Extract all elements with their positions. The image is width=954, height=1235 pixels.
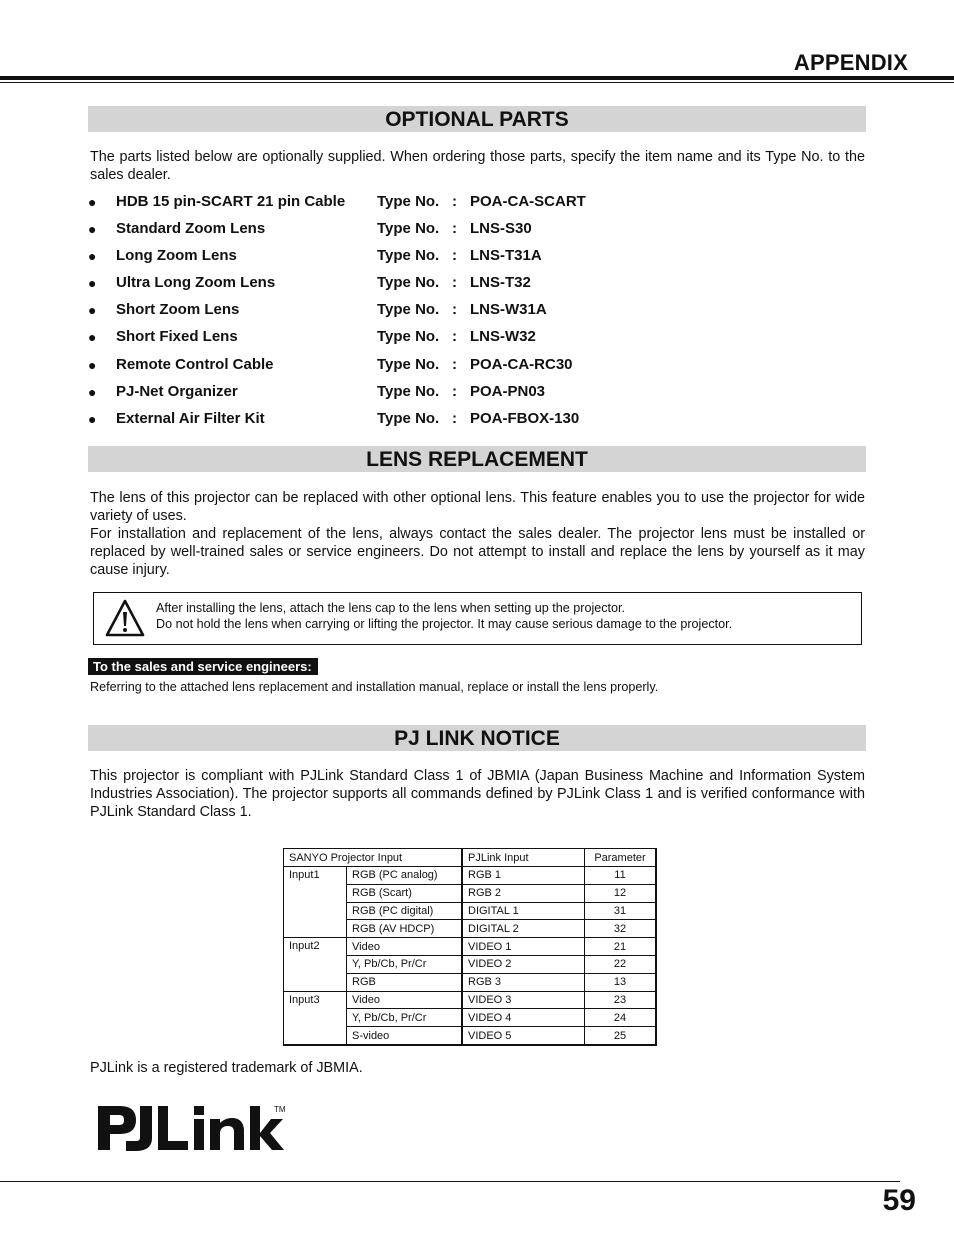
parameter-cell: 31 — [585, 902, 657, 920]
pjlink-input-cell: DIGITAL 2 — [462, 920, 585, 938]
parameter-cell: 24 — [585, 1009, 657, 1027]
lens-replacement-para1: The lens of this projector can be replaced with other optional lens. This feature enables you to use the projector for wide variety of uses. — [90, 490, 865, 524]
type-colon: : — [452, 247, 457, 265]
type-label: Type No. — [377, 193, 440, 210]
pj-link-title: PJ LINK NOTICE — [88, 725, 866, 751]
trademark-note: PJLink is a registered trademark of JBMIA. — [90, 1060, 363, 1076]
signal-cell: S-video — [347, 1027, 463, 1045]
type-label: Type No. — [377, 274, 440, 292]
bottom-divider — [0, 1181, 900, 1182]
part-type-code: LNS-W31A — [470, 301, 547, 319]
signal-cell: RGB (PC digital) — [347, 902, 463, 920]
type-label: Type No. — [377, 328, 440, 346]
parameter-cell: 22 — [585, 955, 657, 973]
pjlink-input-cell: VIDEO 2 — [462, 955, 585, 973]
part-type-code: POA-FBOX-130 — [470, 409, 580, 427]
parameter-cell: 25 — [585, 1027, 657, 1045]
table-row — [284, 991, 657, 1009]
type-colon: : — [452, 274, 457, 292]
warning-line-1: After installing the lens, attach the lens cap to the lens when setting up the projector. — [156, 601, 626, 615]
signal-cell: RGB (Scart) — [347, 884, 463, 902]
lens-replacement-para2: For installation and replacement of the lens, always contact the sales dealer. The projector lens must be installed or replaced by well-trained sales or service engineers. Do not attempt to install and replace the lens by yourself as it may cause injury. — [90, 526, 865, 578]
pj-link-intro: This projector is compliant with PJLink Standard Class 1 of JBMIA (Japan Business Machine and Information System Industries Association). The projector supports all commands defined by PJLink Class 1 and is verified conformance with PJLink Standard Class 1. — [90, 768, 865, 820]
type-colon: : — [452, 355, 457, 373]
parameter-cell: 12 — [585, 884, 657, 902]
pjlink-input-cell: VIDEO 3 — [462, 991, 585, 1009]
header-pjlink-input: PJLink Input — [462, 849, 585, 867]
logo-tm: TM — [274, 1105, 286, 1114]
parameter-cell: 32 — [585, 920, 657, 938]
signal-cell: Video — [347, 991, 463, 1009]
warning-box — [93, 592, 862, 645]
part-name: Short Zoom Lens — [116, 301, 240, 319]
part-type-code: LNS-S30 — [470, 220, 532, 238]
header-sanyo-input: SANYO Projector Input — [284, 849, 463, 867]
part-name: Short Fixed Lens — [116, 328, 238, 346]
type-colon: : — [452, 193, 457, 210]
part-type-code: POA-CA-RC30 — [470, 355, 573, 373]
pjlink-input-cell: VIDEO 1 — [462, 938, 585, 956]
engineer-text: Referring to the attached lens replacement and installation manual, replace or install the lens properly. — [90, 680, 659, 694]
optional-parts-title: OPTIONAL PARTS — [88, 106, 866, 132]
input-group-label: Input1 — [284, 867, 347, 938]
parameter-cell: 23 — [585, 991, 657, 1009]
page-number: 59 — [882, 1184, 916, 1217]
bullet-icon: ● — [88, 410, 97, 427]
bullet-icon: ● — [88, 248, 97, 265]
type-label: Type No. — [377, 220, 440, 238]
part-name: Long Zoom Lens — [116, 247, 237, 265]
pjlink-input-table — [283, 848, 657, 1046]
pjlink-input-cell: RGB 2 — [462, 884, 585, 902]
table-row — [284, 867, 657, 885]
pjlink-logo — [96, 1100, 296, 1156]
pjlink-input-cell: RGB 3 — [462, 973, 585, 991]
signal-cell: Y, Pb/Cb, Pr/Cr — [347, 955, 463, 973]
type-colon: : — [452, 328, 457, 346]
lens-replacement-title: LENS REPLACEMENT — [88, 446, 866, 472]
bullet-icon: ● — [88, 275, 97, 292]
parameter-cell: 13 — [585, 973, 657, 991]
signal-cell: RGB (AV HDCP) — [347, 920, 463, 938]
appendix-heading: APPENDIX — [793, 50, 908, 75]
part-name: External Air Filter Kit — [116, 409, 265, 427]
pjlink-input-cell: DIGITAL 1 — [462, 902, 585, 920]
type-label: Type No. — [377, 301, 440, 319]
signal-cell: RGB — [347, 973, 463, 991]
type-colon: : — [452, 409, 457, 427]
part-name: HDB 15 pin-SCART 21 pin Cable — [116, 193, 346, 210]
warning-line-2: Do not hold the lens when carrying or lifting the projector. It may cause serious damage to the projector. — [156, 617, 733, 631]
type-label: Type No. — [377, 247, 440, 265]
part-type-code: LNS-W32 — [470, 328, 536, 346]
engineer-label: To the sales and service engineers: — [88, 658, 318, 675]
pjlink-input-cell: RGB 1 — [462, 867, 585, 885]
signal-cell: Y, Pb/Cb, Pr/Cr — [347, 1009, 463, 1027]
input-group-label: Input3 — [284, 991, 347, 1045]
part-name: PJ-Net Organizer — [116, 382, 238, 400]
bullet-icon: ● — [88, 383, 97, 400]
bullet-icon: ● — [88, 221, 97, 238]
table-row — [284, 938, 657, 956]
pjlink-input-cell: VIDEO 5 — [462, 1027, 585, 1045]
part-type-code: POA-PN03 — [470, 382, 546, 400]
type-label: Type No. — [377, 409, 440, 427]
signal-cell: Video — [347, 938, 463, 956]
parameter-cell: 11 — [585, 867, 657, 885]
part-type-code: POA-CA-SCART — [470, 193, 586, 210]
part-name: Remote Control Cable — [116, 355, 274, 373]
part-type-code: LNS-T32 — [470, 274, 531, 292]
type-label: Type No. — [377, 355, 440, 373]
warning-text — [156, 600, 856, 632]
pjlink-input-cell: VIDEO 4 — [462, 1009, 585, 1027]
type-label: Type No. — [377, 382, 440, 400]
signal-cell: RGB (PC analog) — [347, 867, 463, 885]
type-colon: : — [452, 382, 457, 400]
header-parameter: Parameter — [585, 849, 657, 867]
type-colon: : — [452, 301, 457, 319]
optional-parts-intro: The parts listed below are optionally supplied. When ordering those parts, specify the item name and its Type No. to the sales dealer. — [90, 149, 865, 183]
bullet-icon: ● — [88, 302, 97, 319]
parameter-cell: 21 — [585, 938, 657, 956]
bullet-icon: ● — [88, 329, 97, 346]
part-name: Standard Zoom Lens — [116, 220, 266, 238]
input-group-label: Input2 — [284, 938, 347, 991]
part-name: Ultra Long Zoom Lens — [116, 274, 276, 292]
warning-triangle-icon — [105, 598, 145, 638]
bullet-icon: ● — [88, 356, 97, 373]
type-colon: : — [452, 220, 457, 238]
part-type-code: LNS-T31A — [470, 247, 542, 265]
table-header-row — [284, 849, 657, 867]
bullet-icon: ● — [88, 194, 97, 210]
top-divider — [0, 76, 954, 83]
